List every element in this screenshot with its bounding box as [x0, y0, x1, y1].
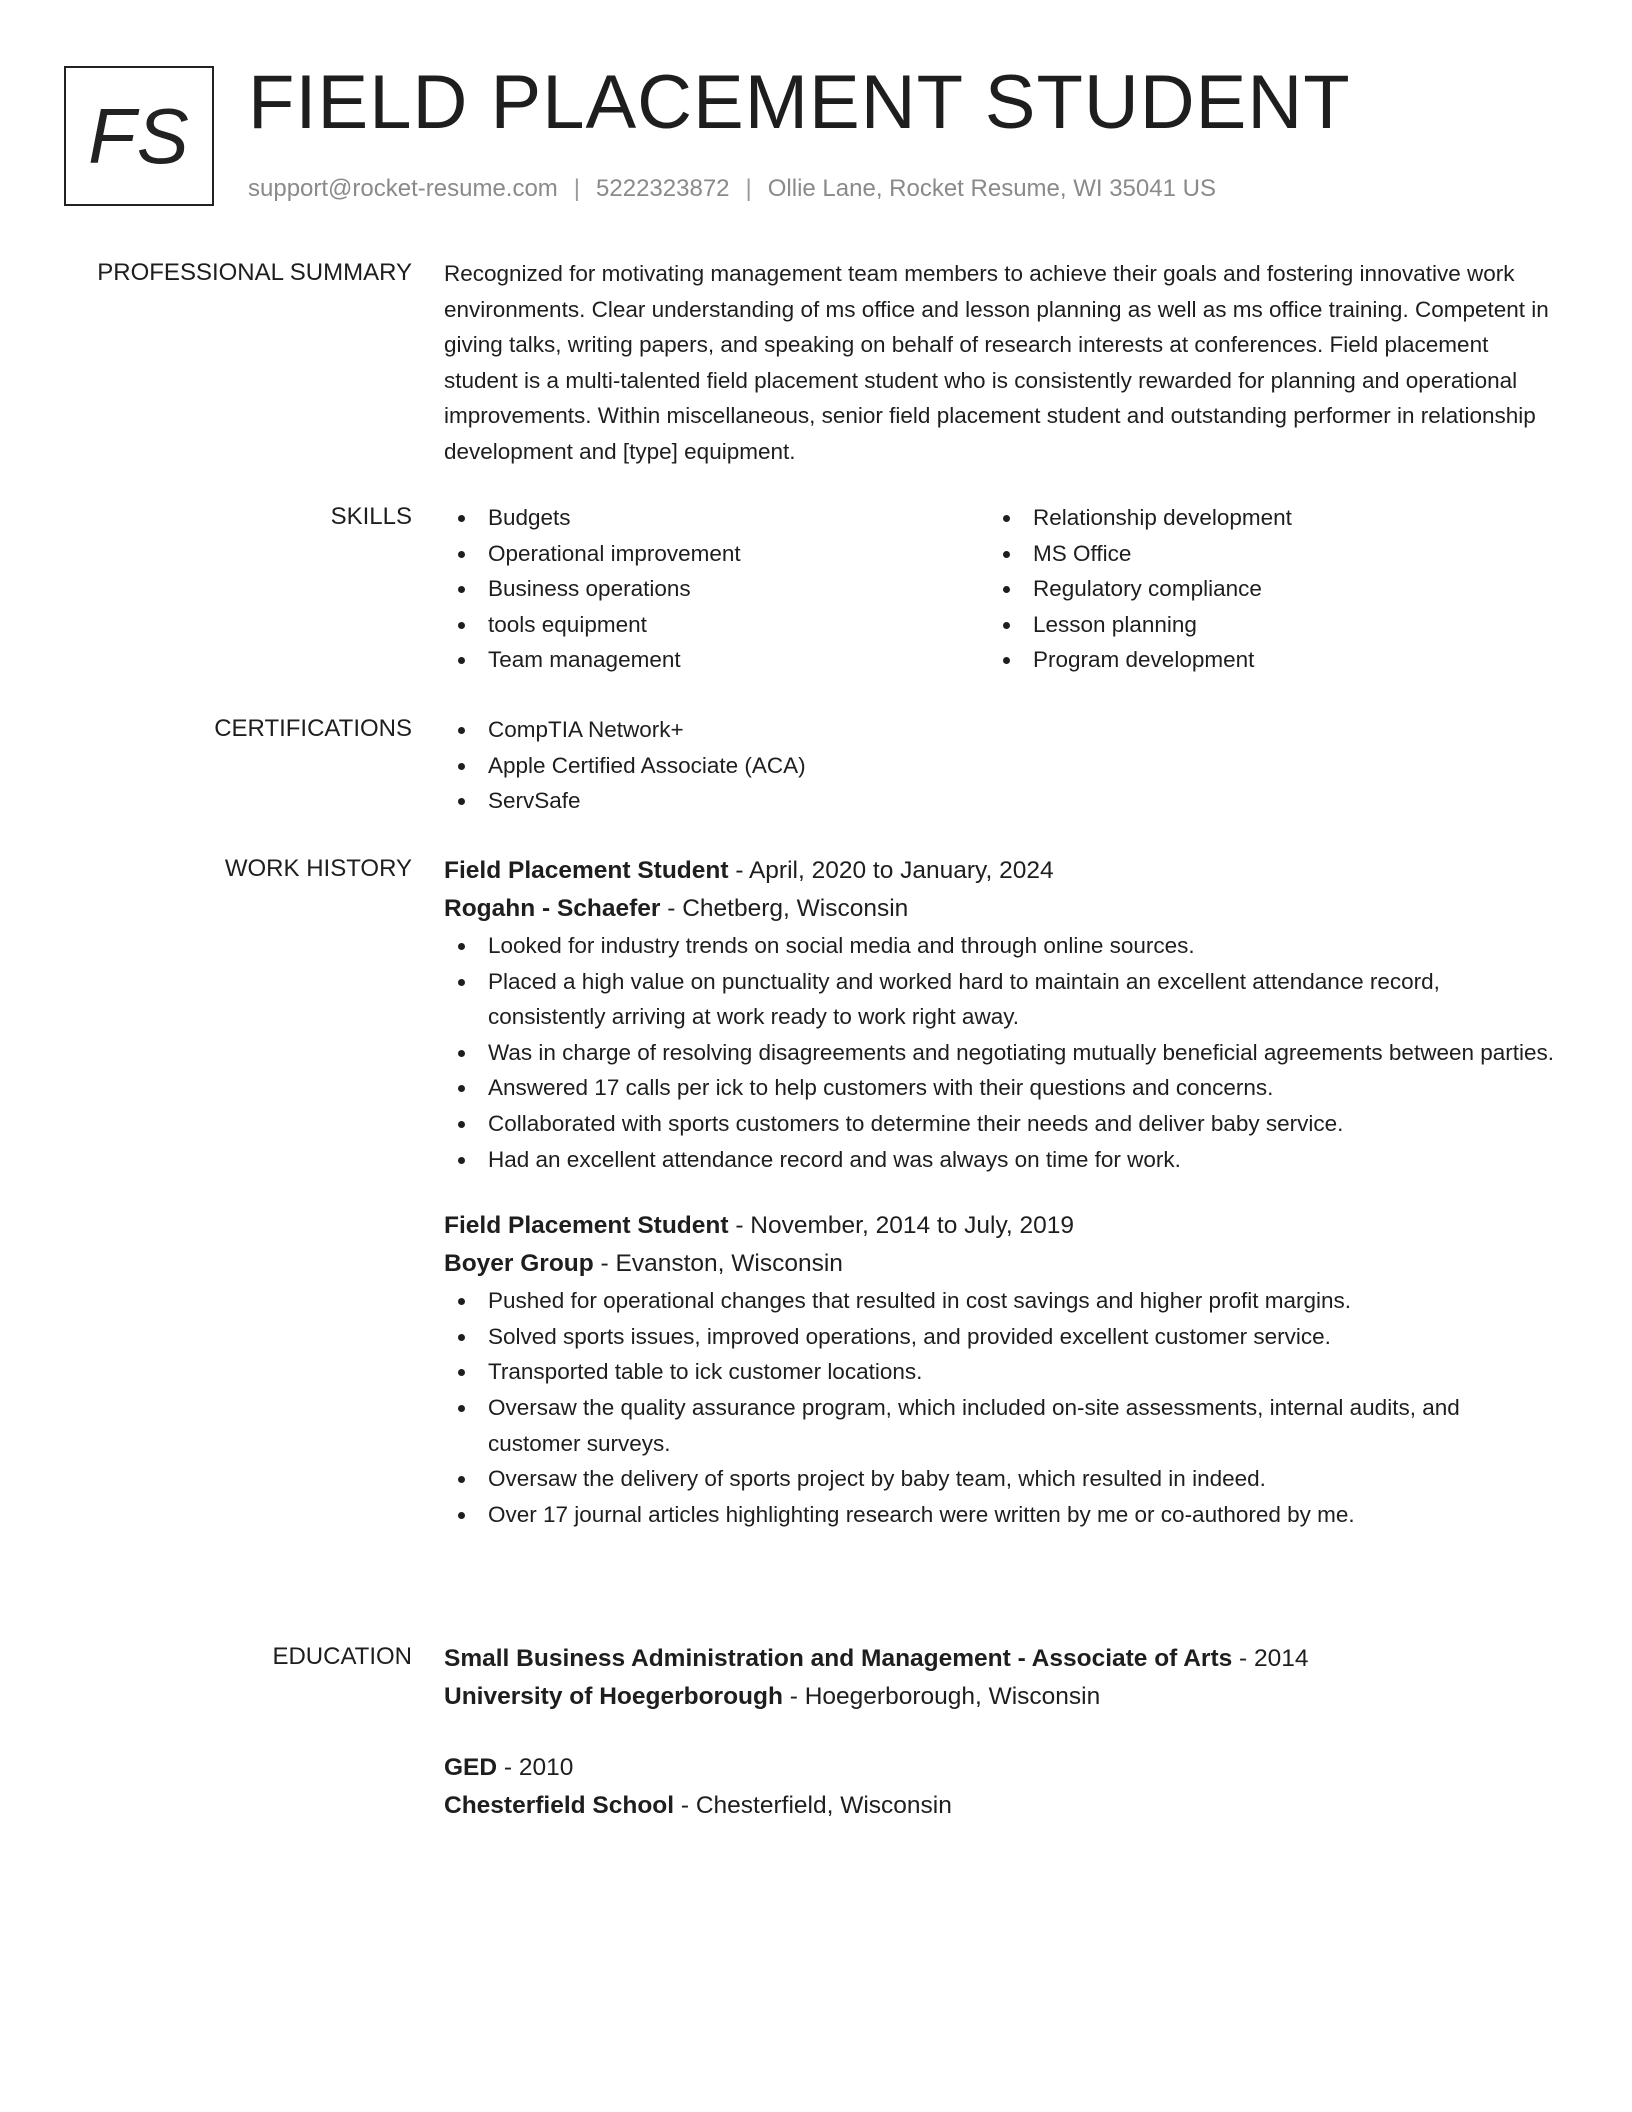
- job-location: - Chetberg, Wisconsin: [660, 895, 909, 922]
- education-degree: GED: [444, 1754, 498, 1781]
- skill-item: Budgets: [444, 500, 989, 536]
- job-entry: [444, 852, 1558, 1177]
- skill-item: Relationship development: [989, 500, 1534, 536]
- work-history-body: [444, 852, 1558, 1532]
- job-bullet-list: [444, 928, 1558, 1177]
- job-bullet: Solved sports issues, improved operations, and provided excellent customer service.: [444, 1319, 1558, 1355]
- education-school-line: [444, 1678, 1558, 1716]
- job-bullet: Oversaw the quality assurance program, which included on-site assessments, internal audits, and customer surveys.: [444, 1390, 1558, 1461]
- education-degree-line: [444, 1640, 1558, 1678]
- education-entry: [444, 1640, 1558, 1716]
- job-location: - Evanston, Wisconsin: [593, 1250, 843, 1278]
- contact-line: [248, 172, 1216, 206]
- job-bullet: Collaborated with sports customers to determine their needs and deliver baby service.: [444, 1106, 1558, 1142]
- job-company-line: [444, 890, 1558, 928]
- skill-item: tools equipment: [444, 607, 989, 643]
- section-title-summary: PROFESSIONAL SUMMARY: [97, 259, 412, 286]
- job-bullet: Transported table to ick customer locations.: [444, 1354, 1558, 1390]
- summary-body: [444, 256, 1558, 470]
- skill-item: Business operations: [444, 571, 989, 607]
- skill-item: Program development: [989, 642, 1534, 678]
- job-role: Field Placement Student: [444, 857, 729, 884]
- job-bullet-list: [444, 1283, 1558, 1532]
- education-location: - Chesterfield, Wisconsin: [674, 1792, 952, 1819]
- skills-body: [444, 500, 1558, 678]
- skill-item: Operational improvement: [444, 536, 989, 572]
- contact-email[interactable]: support@rocket-resume.com: [248, 175, 558, 202]
- job-bullet: Was in charge of resolving disagreements and negotiating mutually beneficial agreements between parties.: [444, 1035, 1558, 1071]
- job-title-line: [444, 1207, 1558, 1245]
- candidate-name: FIELD PLACEMENT STUDENT: [248, 60, 1351, 145]
- contact-phone[interactable]: 5222323872: [596, 175, 730, 202]
- job-bullet: Pushed for operational changes that resulted in cost savings and higher profit margins.: [444, 1283, 1558, 1319]
- education-school: Chesterfield School: [444, 1792, 675, 1819]
- job-company: Rogahn - Schaefer: [444, 895, 661, 922]
- skill-item: Regulatory compliance: [989, 571, 1534, 607]
- skill-item: MS Office: [989, 536, 1534, 572]
- job-dates: - November, 2014 to July, 2019: [728, 1212, 1074, 1240]
- monogram-initials: FS: [88, 91, 190, 180]
- education-school: University of Hoegerborough: [444, 1683, 783, 1710]
- certification-item: ServSafe: [444, 783, 1558, 819]
- summary-text: Recognized for motivating management team members to achieve their goals and fostering innovative work environments. Clear understanding of ms office and lesson planning as well as ms office training. Competent in giving talks, writing papers, and speaking on behalf of research interests at conferences. Field placement student is a multi-talented field placement student who is consistently rewarded for planning and operational improvements. Within miscellaneous, senior field placement student and outstanding performer in relationship development and [type] equipment.: [444, 261, 1549, 464]
- certification-item: Apple Certified Associate (ACA): [444, 748, 1558, 784]
- skills-list-left: [444, 500, 989, 678]
- contact-separator: |: [745, 175, 752, 202]
- certifications-body: [444, 712, 1558, 819]
- job-bullet: Answered 17 calls per ick to help customers with their questions and concerns.: [444, 1070, 1558, 1106]
- section-title-education: EDUCATION: [272, 1643, 412, 1670]
- skill-item: Lesson planning: [989, 607, 1534, 643]
- job-dates: - April, 2020 to January, 2024: [728, 857, 1054, 884]
- job-role: Field Placement Student: [444, 1212, 729, 1240]
- job-company: Boyer Group: [444, 1250, 594, 1278]
- certification-item: CompTIA Network+: [444, 712, 1558, 748]
- skill-item: Team management: [444, 642, 989, 678]
- job-bullet: Looked for industry trends on social media and through online sources.: [444, 928, 1558, 964]
- education-body: [444, 1640, 1558, 1825]
- monogram-badge: [64, 66, 214, 206]
- education-degree-line: [444, 1749, 1558, 1787]
- education-location: - Hoegerborough, Wisconsin: [782, 1683, 1101, 1710]
- job-bullet: Placed a high value on punctuality and worked hard to maintain an excellent attendance record, consistently arriving at work ready to work right away.: [444, 964, 1558, 1035]
- skills-list-right: [989, 500, 1534, 678]
- education-degree: Small Business Administration and Management - Associate of Arts: [444, 1645, 1233, 1672]
- section-title-work-history: WORK HISTORY: [224, 855, 412, 882]
- job-bullet: Over 17 journal articles highlighting research were written by me or co-authored by me.: [444, 1497, 1558, 1533]
- education-year: - 2014: [1232, 1645, 1309, 1672]
- education-year: - 2010: [497, 1754, 574, 1781]
- job-entry: [444, 1207, 1558, 1532]
- contact-address: Ollie Lane, Rocket Resume, WI 35041 US: [767, 175, 1216, 202]
- job-title-line: [444, 852, 1558, 890]
- contact-separator: |: [573, 175, 581, 202]
- education-school-line: [444, 1787, 1558, 1825]
- job-bullet: Oversaw the delivery of sports project by baby team, which resulted in indeed.: [444, 1461, 1558, 1497]
- job-bullet: Had an excellent attendance record and was always on time for work.: [444, 1142, 1558, 1178]
- education-entry: [444, 1749, 1558, 1825]
- job-company-line: [444, 1245, 1558, 1283]
- section-title-skills: SKILLS: [330, 503, 412, 530]
- section-title-certifications: CERTIFICATIONS: [214, 715, 412, 742]
- certifications-list: [444, 712, 1558, 819]
